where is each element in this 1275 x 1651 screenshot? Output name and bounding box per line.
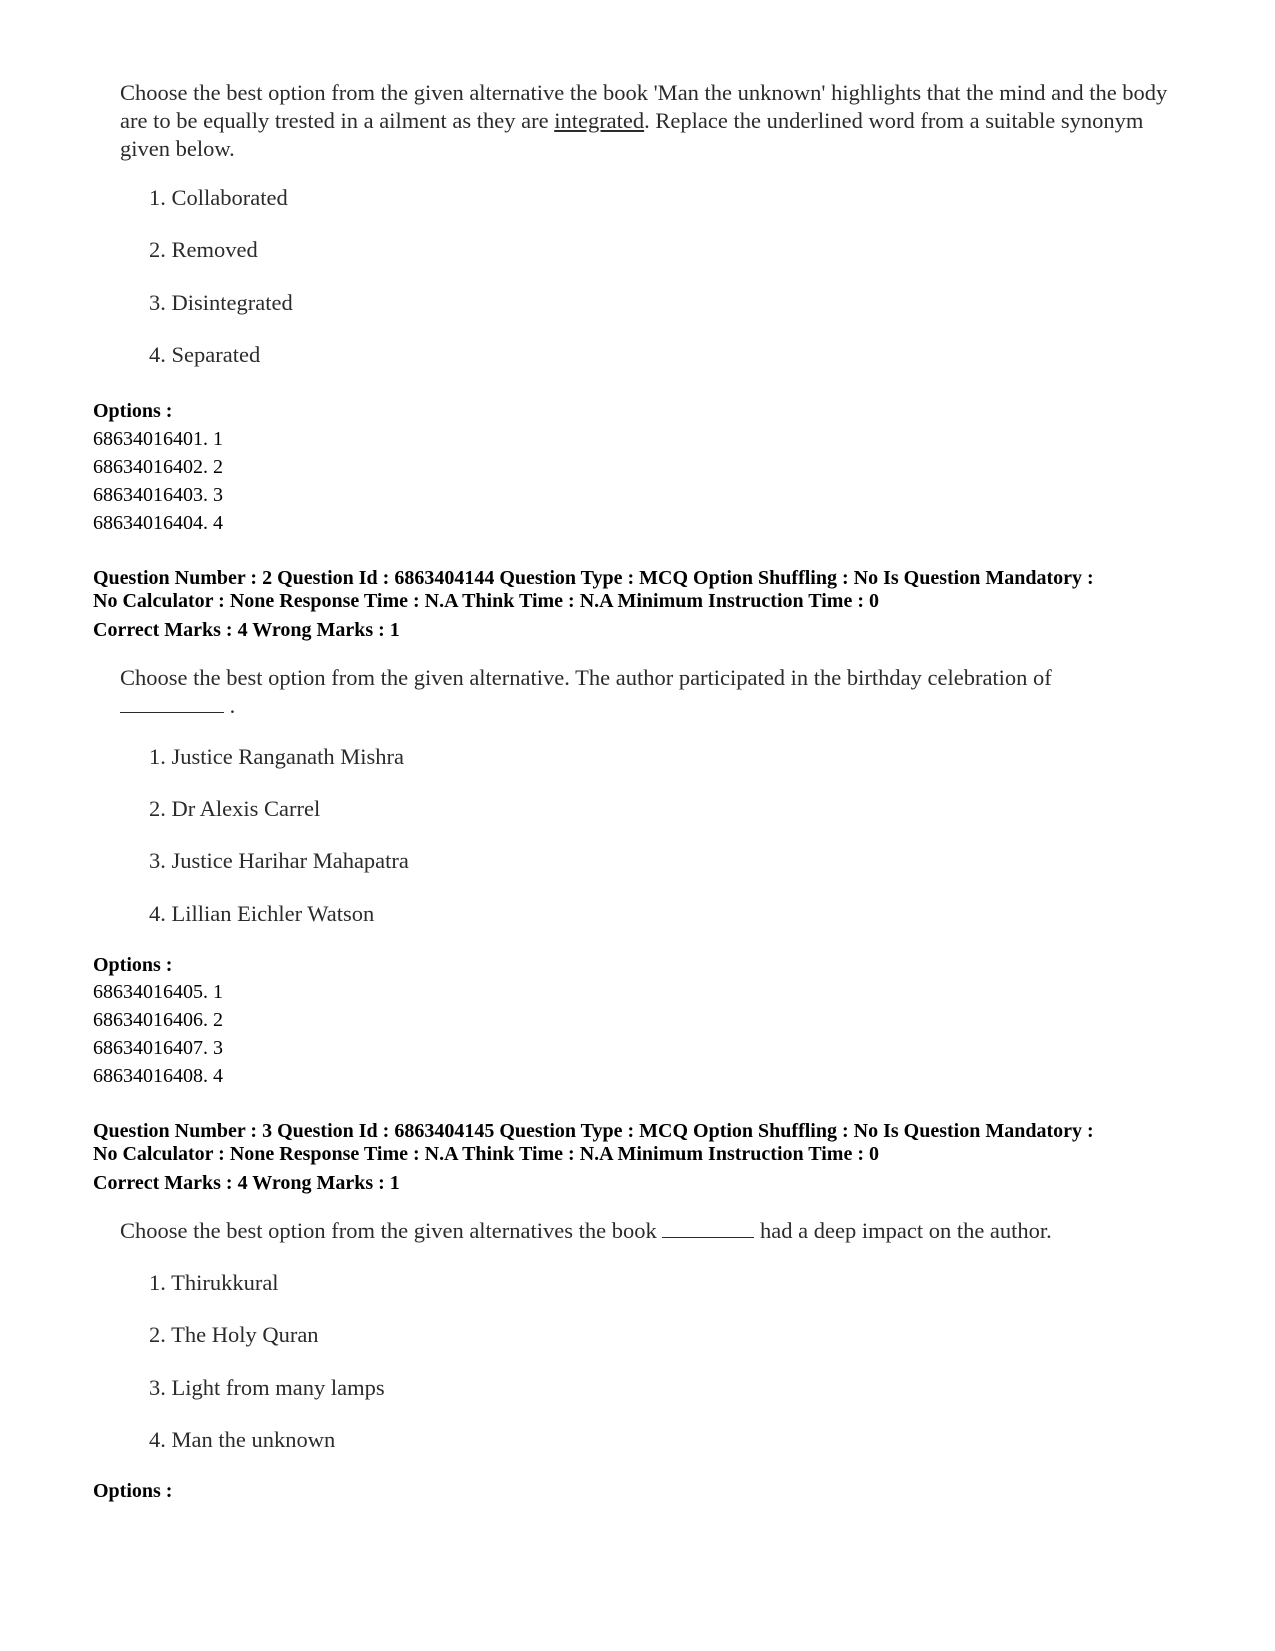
q3-blank <box>662 1219 754 1238</box>
q2-meta-line1: Question Number : 2 Question Id : 6863404144 Question Type : MCQ Option Shuffling : No Is Question Mandatory : <box>93 567 1094 589</box>
q2-option-4: 68634016408. 4 <box>93 1065 223 1087</box>
q2-option-3: 68634016407. 3 <box>93 1037 223 1059</box>
q1-option-3: 68634016403. 3 <box>93 484 223 506</box>
q2-text-end: . <box>229 693 236 718</box>
q2-meta-line2: No Calculator : None Response Time : N.A Think Time : N.A Minimum Instruction Time : 0 <box>93 590 879 612</box>
q3-question-text <box>120 1217 1190 1245</box>
q1-text-after: . Replace the underlined word from a suitable synonym given below. <box>120 108 1144 161</box>
q1-question-text <box>120 79 1190 163</box>
q2-choice-3: 3. Justice Harihar Mahapatra <box>149 848 409 873</box>
q2-choice-2: 2. Dr Alexis Carrel <box>149 796 321 821</box>
q1-choice-4: 4. Separated <box>149 342 261 367</box>
q1-options-label: Options : <box>93 400 173 422</box>
q1-choice-1: 1. Collaborated <box>149 185 288 210</box>
q3-text-after: had a deep impact on the author. <box>760 1218 1052 1243</box>
q3-choice-3: 3. Light from many lamps <box>149 1375 385 1400</box>
q3-marks: Correct Marks : 4 Wrong Marks : 1 <box>93 1172 400 1194</box>
q2-choice-4: 4. Lillian Eichler Watson <box>149 901 375 926</box>
q3-choice-4: 4. Man the unknown <box>149 1427 336 1452</box>
q2-text: Choose the best option from the given alternative. The author participated in the birthday celebration of <box>120 665 1052 690</box>
q1-underlined-word: integrated <box>554 108 645 133</box>
q3-meta-line2: No Calculator : None Response Time : N.A Think Time : N.A Minimum Instruction Time : 0 <box>93 1143 879 1165</box>
q3-options-label: Options : <box>93 1480 173 1502</box>
q2-blank <box>120 694 224 713</box>
q3-choice-2: 2. The Holy Quran <box>149 1322 319 1347</box>
q2-marks: Correct Marks : 4 Wrong Marks : 1 <box>93 619 400 641</box>
q3-choice-1: 1. Thirukkural <box>149 1270 279 1295</box>
q1-option-2: 68634016402. 2 <box>93 456 223 478</box>
q3-text-before: Choose the best option from the given alternatives the book <box>120 1218 657 1243</box>
q2-option-1: 68634016405. 1 <box>93 981 223 1003</box>
q2-question-text <box>120 664 1190 720</box>
q1-option-4: 68634016404. 4 <box>93 512 223 534</box>
q2-option-2: 68634016406. 2 <box>93 1009 223 1031</box>
q1-choice-2: 2. Removed <box>149 237 258 262</box>
q2-options-label: Options : <box>93 954 173 976</box>
q1-text-before: Choose the best option from the given alternative the book 'Man the unknown' highlights that the mind and the body are to be equally trested in a ailment as they are <box>120 80 1168 133</box>
q3-meta-line1: Question Number : 3 Question Id : 6863404145 Question Type : MCQ Option Shuffling : No Is Question Mandatory : <box>93 1120 1094 1142</box>
q2-choice-1: 1. Justice Ranganath Mishra <box>149 744 404 769</box>
q1-choice-3: 3. Disintegrated <box>149 290 293 315</box>
q1-option-1: 68634016401. 1 <box>93 428 223 450</box>
